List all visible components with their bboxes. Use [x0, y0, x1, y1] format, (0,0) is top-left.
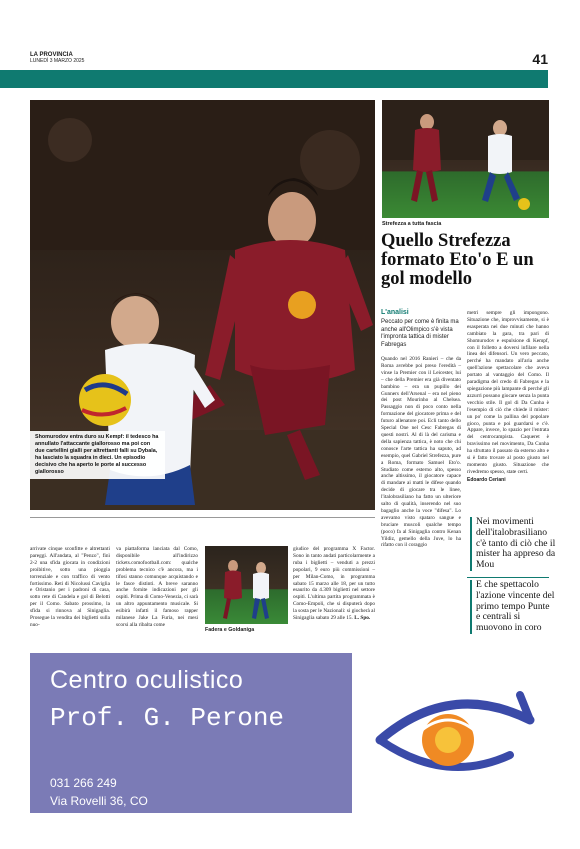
- masthead: [30, 52, 84, 64]
- bottom-column-1: arrivate cinque sconfitte e altrettanti pareggi. All'andata, al "Penzo", finì 2-2 una sfida giocata in condizioni proibitive, sotto una pioggia torrenziale e con traffico di vento fortissimo. Reti di Nicolussi Caviglia e Oristanio per i padroni di casa, sotto rete di Candela e gol di Belotti per il Como. Sabato prossimo, la sfida si rinnova al Sinigaglia. Prosegue la vendita dei biglietti sulla nuo-: [30, 546, 110, 628]
- small-photo-caption: Strefezza a tutta fascia: [382, 221, 442, 227]
- section-divider: [30, 517, 375, 518]
- page-number: 41: [532, 51, 548, 67]
- ad-phone: 031 266 249: [50, 776, 117, 790]
- article-deck: Peccato per come è finita ma anche all'Olimpico s'è vista l'impronta tattica di mister Fabregas: [381, 319, 459, 348]
- eye-logo-icon: [370, 670, 540, 805]
- fadera-photo: [205, 546, 288, 624]
- article-headline: Quello Strefezza formato Eto'o E un gol modello: [381, 231, 534, 289]
- article-column-2-text: metri sempre gli impongono. Situazione che, improvvisamente, si è esasperata nei due minuti che hanno cambiato la gara, tra pari di Shomurodov e espulsione di Kempf, con il folletto a doversi infilare nella linea dei difensori. Un vero peccato, perché ha mandato all'aria anche quell'azione spettacolare che aveva portato al vantaggio del Como. Il paradigma del credo di Fabregas e la spiegazione più lampante di perché gli azzurri possano giocare senza la punta vecchio stile. Il gol di Da Cunha è l'esempio di ciò che chiede il mister: un po' come la pallina del popolare gioco, punta e poi guardarsi e c'è. Appare, invece, lo spazio per l'entrata del centrocampista. Caqueret è bravissimo nel movimento, Da Cunha ha sfruttato il passato da esterno alto e si è fatto trovare al posto giusto nel momento giusto. Situazione che rivedremo spesso, state certi.: [467, 310, 549, 475]
- bottom-byline: L. Spo.: [354, 615, 371, 622]
- ad-title-line-1: Centro oculistico: [50, 666, 244, 694]
- strefezza-photo: [382, 100, 549, 218]
- bottom-photo-illustration: [205, 546, 288, 624]
- bottom-column-3-text: giudice del programma X Factor. Sono in tanto andati particolarmente a ruba i biglietti – venduti a prezzi popolari, 9 euro più commissioni – per Milan-Como, in programma sabato 15 marzo alle 18, per un tutto esaurito da 4.309 biglietti nel settore ospiti. L'ultima partita programmata è Como-Empoli, che si disputerà dopo la sosta per le Nazionali: si giocherà al Sinigaglia sabato 29 alle 15.: [293, 546, 375, 622]
- bottom-column-2: va piattaforma lanciata dal Como, disponibile all'indirizzo tickets.comofootball.com: qualche problema tecnico c'è ancora, ma i tifosi stanno comunque acquistando e le fasce distinti. A breve saranno anche fornite indicazioni per gli ospiti. Prima di Como-Venezia, ci sarà un altro appuntamento musicale. Si esibirà infatti il famoso rapper milanese Jake La Furia, nei mesi scorsi alla ribalta come: [116, 546, 198, 628]
- section-band: [0, 70, 548, 88]
- pull-quote-divider: [467, 577, 549, 578]
- main-photo-caption: Shomurodov entra duro su Kempf: il tedesco ha annullato l'attaccante giallorosso ma poi con due cartellini gialli per altrettanti falli su Dybala, ha lasciato la squadra in dieci. Un episodio decisivo che ha aperto le porte al successo giallorosso: [30, 431, 165, 479]
- ad-address: Via Rovelli 36, CO: [50, 794, 148, 808]
- ad-title-line-2: Prof. G. Perone: [50, 703, 285, 733]
- pull-quote-2: E che spettacolo l'azione vincente del primo tempo Punte e centrali si muovono in coro: [470, 580, 556, 634]
- small-photo-illustration: [382, 100, 549, 218]
- article-column-2: [467, 310, 549, 484]
- issue-date: LUNEDÌ 3 MARZO 2025: [30, 58, 85, 64]
- bottom-column-3: [293, 546, 375, 622]
- newspaper-name: LA PROVINCIA: [30, 52, 73, 58]
- article-byline: Edoardo Ceriani: [467, 476, 506, 483]
- article-column-1: Quando nel 2016 Ranieri – che da Roma avrebbe poi preso l'eredità – vinse la Premier con il Leicester, lui – che della Premier era già diventato bambino – era un pupillo dei Gunners dell'Arsenal – era nel pieno dei post Mourinho al Chelsea. Passaggio non di poco conto nella formazione del giocatore prima e del futuro allenatore poi. Ecli tanto dello Special One nel Cesc Fabregas di questi nostri. Al di là del carisma e della sapienza tattica, è noto che chi conosce l'arte tattica ha saputo, ad esempio, quel Gabriel Strefezza, pure a Roma, formato Samuel Eto'o. Studiato come esterno alto, spesso anche altissimo, il giocatore capace di mandare ai matti le difese quando decide di giocare tra le linee, l'italobrasiliano ha fatto un ulteriore salto di qualità, inserendo nel suo bagaglio anche la voce "difesa". Lo avevamo visto spataro sangue e bruciare muscoli qualche tempo (poco) fa al Sinigaglia contro Kenan Yildiz, gemello della Juve, lo ha rifatto con il coraggio: [381, 356, 461, 549]
- bottom-photo-caption: Fadera e Goldaniga: [205, 627, 255, 633]
- article-kicker: L'analisi: [381, 309, 409, 316]
- pull-quote-1: Nei movimenti dell'italobrasiliano c'è tanto di ciò che il mister ha appreso da Mou: [470, 517, 556, 571]
